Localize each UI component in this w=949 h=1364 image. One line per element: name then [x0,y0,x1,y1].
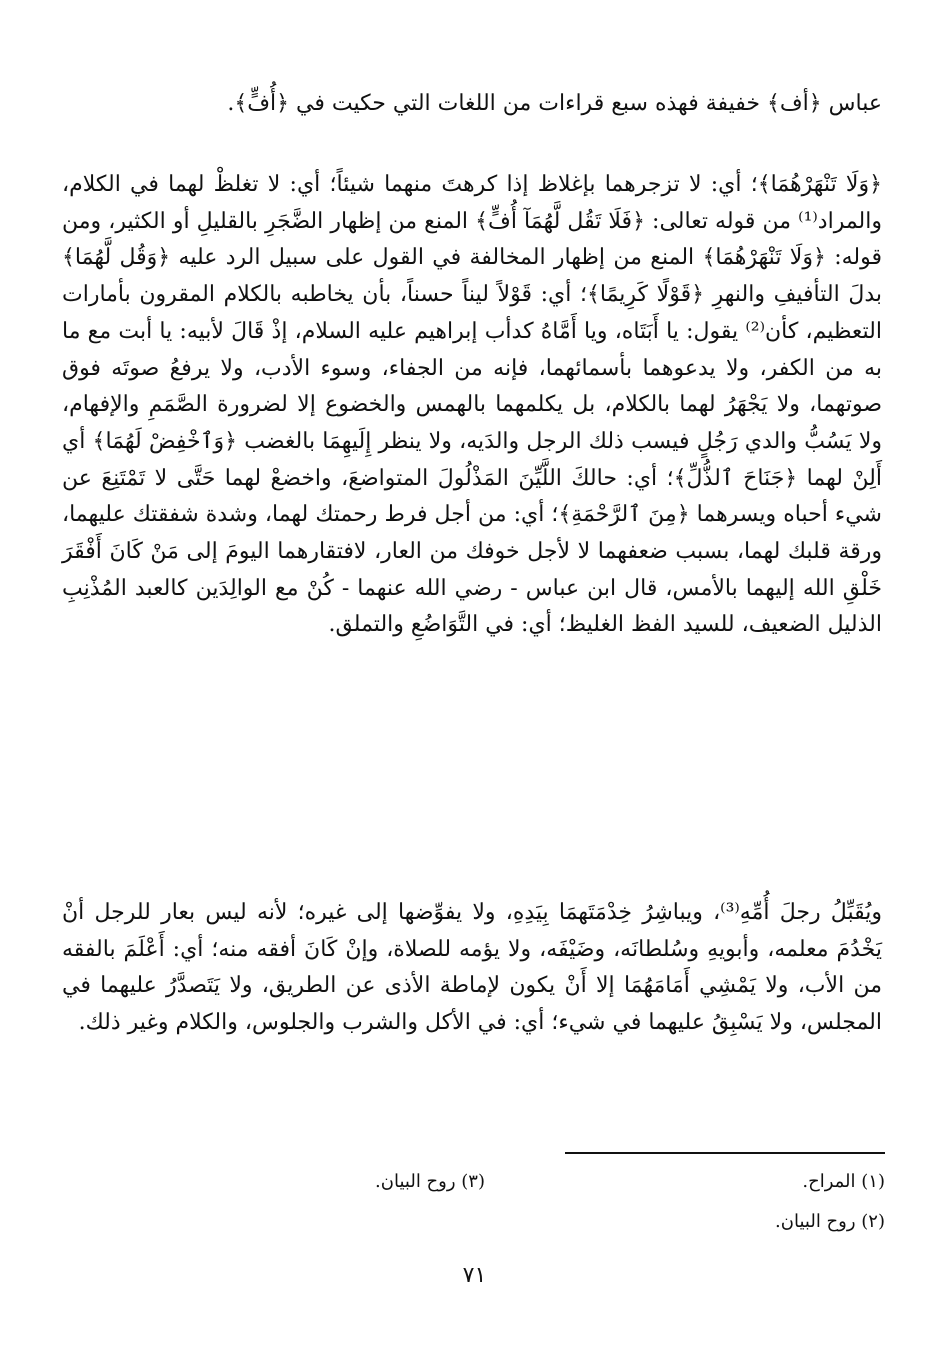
third-paragraph: ويُقَبِّلُ رجلَ أُمِّهِ⁽³⁾، ويباشِرُ خِدْمَتَهمَا بِيَدِهِ، ولا يفوِّضها إلى غيره؛ لأنه ليس بعار للرجل أنْ يَخْدُمَ معلمه، وأبويهِ وسُلطانَه، وضَيْفَه، ولا يؤمه للصلاة، وإنْ كَانَ أفقه منه؛ أي: أَعْلَمَ بالفقه من الأب، ولا يَمْشِي أَمَامَهُمَا إلا أَنْ يكون لإماطة الأذى عن الطريق، ولا يَتَصدَّرُ عليهما في المجلس، ولا يَسْبِقُ عليهما في شيء؛ أي: في الأكل والشرب والجلوس، والكلام وغير ذلك. [62,900,882,1036]
footnote-1: (١) المراح. [802,1171,885,1192]
page-number: ٧١ [462,1263,487,1288]
footnote-2: (٢) روح البيان. [775,1211,885,1232]
main-paragraph: ﴿وَلَا تَنْهَرْهُمَا﴾؛ أي: لا تزجرهما بإغلاظ إذا كرهتَ منهما شيئاً؛ أي: لا تغلظْ لهما في الكلام، والمراد⁽¹⁾ من قوله تعالى: ﴿فَلَا تَقُل لَّهُمَآ أُفٍّ﴾ المنع من إظهار الضَّجَرِ بالقليلِ أو الكثير، ومن قوله: ﴿وَلَا تَنْهَرْهُمَا﴾ المنع من إظهار المخالفة في القول على سبيل الرد عليه ﴿وَقُل لَّهُمَا﴾ بدلَ التأفيفِ والنهرِ ﴿قَوْلًا كَرِيمًا﴾؛ أي: قَوْلاً ليناً حسناً، بأن يخاطبه بالكلام المقرون بأمارات التعظيم، كأن⁽²⁾ يقول: يا أَبَتَاه، ويا أَمَّاهُ كدأب إبراهيم عليه السلام، إذْ قَالَ لأبيه: يا أبت مع ما به من الكفر، ولا يدعوهما بأسمائهما، فإنه من الجفاء، وسوء الأدب، ولا يرفعُ صوتَه فوق صوتهما، ولا يَجْهَرُ لهما بالكلام، بل يكلمهما بالهمس والخضوع إلا لضرورة الصَّمَمِ والإفهام، ولا يَسُبُّ والدي رَجُلٍ فيسب ذلك الرجل والدَيه، ولا ينظر إِلَيهِمَا بالغضب ﴿وَٱخْفِضْ لَهُمَا﴾ أي أَلِنْ لهما ﴿جَنَاحَ ٱلذُّلِّ﴾؛ أي: حالكَ اللَّيِّنَ المَذْلُولَ المتواضعَ، واخضعْ لهما حَتَّى لا تَمْتَنِعَ عن شيء أحباه ويسرهما ﴿مِنَ ٱلرَّحْمَةِ﴾؛ أي: من أجل فرط رحمتك لهما، وشدة شفقتك عليهما، ورقة قلبك لهما، بسبب ضعفهما لا لأجل خوفك من العار، لافتقارهما اليومَ إلى مَنْ كَانَ أَفْقَرَ خَلْقِ الله إليهما بالأمس، قال ابن عباس - رضي الله عنهما - كُنْ مع الوالِدَين كالعبد المُذْنِبِ الذليل الضعيف، للسيد الفظ الغليظ؛ أي: في التَّوَاضُعِ والتملق. [62,172,882,638]
footnote-separator [565,1152,885,1154]
footnote-3: (٣) روح البيان. [375,1171,485,1192]
intro-paragraph: عباس ﴿أف﴾ خفيفة فهذه سبع قراءات من اللغات التي حكيت في ﴿أُفٍّ﴾. [227,91,882,116]
